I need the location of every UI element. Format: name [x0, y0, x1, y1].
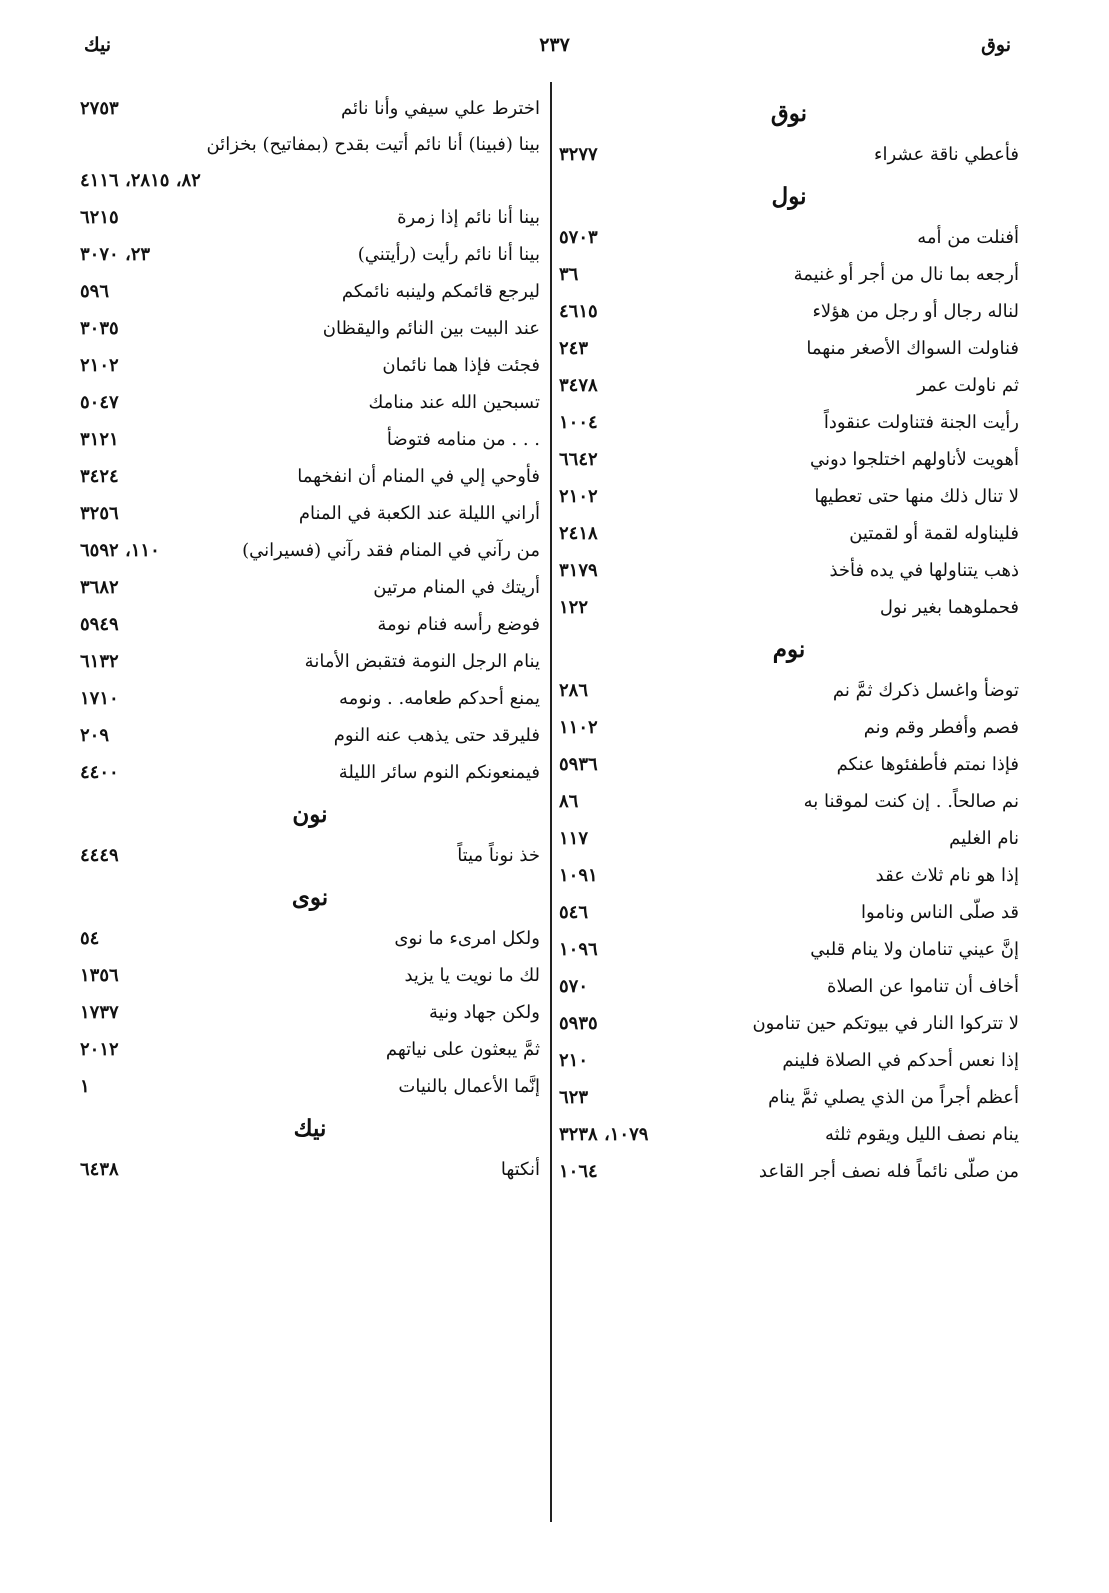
entry-text: توضأ واغسل ذكرك ثمَّ نم	[832, 680, 1019, 701]
entry-hadith-number: ٢٤٣	[559, 338, 589, 359]
index-entry	[559, 968, 1019, 1005]
index-entry	[559, 820, 1019, 857]
index-entry	[80, 606, 540, 643]
entry-hadith-number: ٥٠٤٧	[80, 392, 119, 413]
entry-hadith-number: ٢٨٦	[559, 680, 589, 701]
index-entry	[80, 421, 540, 458]
entry-text: فليرقد حتى يذهب عنه النوم	[333, 725, 540, 746]
entry-text: خذ نوناً ميتاً	[457, 845, 540, 866]
entry-hadith-number: ٨٦	[559, 791, 579, 812]
entry-text: ينام نصف الليل ويقوم ثلثه	[824, 1124, 1019, 1145]
entry-hadith-number: ١٠٩٦	[559, 939, 598, 960]
index-entry	[80, 754, 540, 791]
index-entry	[559, 857, 1019, 894]
entry-text: أعظم أجراً من الذي يصلي ثمَّ ينام	[768, 1087, 1019, 1108]
index-entry	[559, 746, 1019, 783]
entry-text: بينا (فبينا) أنا نائم أتيت بقدح (بمفاتيح) بخزائن	[206, 134, 540, 155]
right-column	[559, 90, 1019, 1190]
left-column	[80, 90, 540, 1188]
index-entry	[80, 569, 540, 606]
entry-hadith-number: ٣١٧٩	[559, 560, 598, 581]
index-entry	[80, 495, 540, 532]
entry-hadith-number: ٨٢، ٢٨١٥، ٤١١٦	[80, 170, 201, 191]
entry-text: أهويت لأناولهم اختلجوا دوني	[809, 449, 1019, 470]
index-entry	[80, 1068, 540, 1105]
entry-text: أفنلت من أمه	[917, 227, 1019, 248]
entry-hadith-number: ٣٢٧٧	[559, 144, 598, 165]
entry-text: فأعطي ناقة عشراء	[874, 144, 1019, 165]
entry-hadith-number: ١٠٩١	[559, 865, 598, 886]
index-entry	[80, 90, 540, 127]
index-entry	[559, 256, 1019, 293]
index-entry	[80, 717, 540, 754]
entry-hadith-number: ٣٢٥٦	[80, 503, 119, 524]
entry-hadith-number: ٢٠٩	[80, 725, 110, 746]
header-left-keyword: نيك	[84, 34, 112, 56]
index-entry	[559, 515, 1019, 552]
entry-hadith-number: ٥٧٠٣	[559, 227, 598, 248]
index-entry	[559, 367, 1019, 404]
entry-text: عند البيت بين النائم واليقظان	[322, 318, 540, 339]
section-heading: نوق	[770, 100, 808, 127]
index-entry	[559, 709, 1019, 746]
entry-hadith-number: ١١٠، ٦٥٩٢	[80, 540, 160, 561]
entry-text: أنكتها	[500, 1159, 540, 1180]
entry-text: إذا هو نام ثلاث عقد	[875, 865, 1019, 886]
entry-text: لا تتركوا النار في بيوتكم حين تنامون	[752, 1013, 1019, 1034]
section-heading: نوم	[772, 636, 806, 663]
index-entry	[80, 532, 540, 569]
entry-text: ليرجع قائمكم ولينبه نائمكم	[341, 281, 540, 302]
entry-text: اخترط علي سيفي وأنا نائم	[340, 98, 540, 119]
entry-text: أريتك في المنام مرتين	[373, 577, 540, 598]
entry-text: لك ما نويت يا يزيد	[404, 965, 540, 986]
index-entry	[559, 219, 1019, 256]
index-entry	[559, 1116, 1019, 1153]
entry-text: لناله رجال أو رجل من هؤلاء	[812, 301, 1019, 322]
section-heading: نيك	[293, 1115, 327, 1142]
entry-hadith-number: ٤٤٠٠	[80, 762, 119, 783]
entry-text: فليناوله لقمة أو لقمتين	[849, 523, 1019, 544]
entry-text: ذهب يتناولها في يده فأخذ	[829, 560, 1019, 581]
header-right-keyword: نوق	[981, 34, 1011, 56]
entry-text: نام الغليم	[949, 828, 1019, 849]
entry-text: فصم وأفطر وقم ونم	[863, 717, 1019, 738]
entry-hadith-number: ٢٤١٨	[559, 523, 598, 544]
entry-hadith-number: ٥٩٤٩	[80, 614, 119, 635]
entry-text: ولكن جهاد ونية	[429, 1002, 540, 1023]
entry-hadith-number: ٦١٣٢	[80, 651, 119, 672]
entry-hadith-number: ١٣٥٦	[80, 965, 119, 986]
index-entry	[80, 957, 540, 994]
index-entry	[80, 680, 540, 717]
entry-hadith-number: ٣٤٧٨	[559, 375, 598, 396]
entry-text: فناولت السواك الأصغر منهما	[806, 338, 1019, 359]
index-entry	[559, 931, 1019, 968]
entry-hadith-number: ١٧٣٧	[80, 1002, 119, 1023]
index-entry	[80, 458, 540, 495]
index-entry	[559, 1079, 1019, 1116]
entry-hadith-number: ١	[80, 1076, 90, 1097]
entry-hadith-number: ١٠٠٤	[559, 412, 598, 433]
entry-text: يمنع أحدكم طعامه. . ونومه	[339, 688, 540, 709]
entry-hadith-number: ٢١٠٢	[80, 355, 119, 376]
index-entry	[559, 441, 1019, 478]
index-entry	[80, 994, 540, 1031]
index-entry	[80, 1031, 540, 1068]
index-entry	[80, 273, 540, 310]
index-entry	[559, 136, 1019, 173]
index-entry	[80, 1151, 540, 1188]
entry-hadith-number: ٢٧٥٣	[80, 98, 119, 119]
index-entry	[80, 310, 540, 347]
entry-text: من رآني في المنام فقد رآني (فسيراني)	[242, 540, 540, 561]
entry-hadith-number: ٣٦	[559, 264, 579, 285]
entry-text: ثم ناولت عمر	[917, 375, 1019, 396]
entry-hadith-number: ١٠٦٤	[559, 1161, 598, 1182]
index-entry	[559, 1005, 1019, 1042]
entry-hadith-number: ٣١٢١	[80, 429, 119, 450]
page-number: ٢٣٧	[539, 34, 570, 56]
entry-text: لا تنال ذلك منها حتى تعطيها	[814, 486, 1019, 507]
entry-hadith-number: ٢١٠٢	[559, 486, 598, 507]
entry-hadith-number: ٥٤	[80, 928, 100, 949]
column-divider	[550, 82, 552, 1522]
entry-hadith-number: ٥٧٠	[559, 976, 589, 997]
entry-text: فوضع رأسه فنام نومة	[377, 614, 540, 635]
entry-text: أرجعه بما نال من أجر أو غنيمة	[793, 264, 1019, 285]
entry-hadith-number: ١٢٢	[559, 597, 589, 618]
entry-hadith-number: ٦٢١٥	[80, 207, 119, 228]
index-entry	[559, 478, 1019, 515]
entry-text: قد صلّى الناس وناموا	[861, 902, 1019, 923]
entry-text: إنَّما الأعمال بالنيات	[398, 1076, 540, 1097]
entry-hadith-number: ٥٩٣٥	[559, 1013, 598, 1034]
entry-hadith-number: ٢١٠	[559, 1050, 589, 1071]
index-entry	[559, 404, 1019, 441]
index-entry	[559, 894, 1019, 931]
entry-hadith-number: ٢٣، ٣٠٧٠	[80, 244, 151, 265]
entry-text: أخاف أن تناموا عن الصلاة	[827, 976, 1019, 997]
section-heading: نول	[771, 183, 807, 210]
entry-text: فيمنعونكم النوم سائر الليلة	[338, 762, 540, 783]
index-entry	[80, 837, 540, 874]
entry-hadith-number: ١١٧	[559, 828, 589, 849]
entry-hadith-number: ٦٢٣	[559, 1087, 589, 1108]
entry-text: رأيت الجنة فتناولت عنقوداً	[823, 412, 1019, 433]
index-entry	[80, 199, 540, 236]
entry-hadith-number: ٦٤٣٨	[80, 1159, 119, 1180]
section-heading: نون	[292, 801, 328, 828]
entry-hadith-number: ٣٤٢٤	[80, 466, 119, 487]
entry-hadith-number: ٣٠٣٥	[80, 318, 119, 339]
index-entry	[559, 330, 1019, 367]
index-entry	[80, 920, 540, 957]
entry-hadith-number: ٤٦١٥	[559, 301, 598, 322]
entry-hadith-number: ١٧١٠	[80, 688, 119, 709]
index-entry	[559, 589, 1019, 626]
entry-text: ثمَّ يبعثون على نياتهم	[385, 1039, 540, 1060]
entry-hadith-number: ١٠٧٩، ٣٢٣٨	[559, 1124, 649, 1145]
entry-hadith-number: ١١٠٢	[559, 717, 598, 738]
entry-text: بينا أنا نائم إذا زمرة	[397, 207, 540, 228]
entry-text: إذا نعس أحدكم في الصلاة فلينم	[782, 1050, 1019, 1071]
index-entry	[80, 236, 540, 273]
entry-text: إنَّ عيني تنامان ولا ينام قلبي	[810, 939, 1019, 960]
index-entry	[80, 643, 540, 680]
index-entry	[559, 1042, 1019, 1079]
index-entry	[559, 293, 1019, 330]
index-entry	[80, 384, 540, 421]
entry-text: ينام الرجل النومة فتقبض الأمانة	[304, 651, 540, 672]
entry-text: فأوحي إلي في المنام أن انفخهما	[297, 466, 540, 487]
entry-text: . . . من منامه فتوضأ	[386, 429, 540, 450]
entry-hadith-number: ٢٠١٢	[80, 1039, 119, 1060]
entry-text: بينا أنا نائم رأيت (رأيتني)	[357, 244, 540, 265]
entry-text: فجئت فإذا هما نائمان	[382, 355, 540, 376]
entry-hadith-number: ٥٩٦	[80, 281, 110, 302]
entry-text: فحملوهما بغير نول	[879, 597, 1019, 618]
index-entry	[559, 1153, 1019, 1190]
entry-hadith-number: ٥٩٣٦	[559, 754, 598, 775]
entry-text: تسبحين الله عند منامك	[368, 392, 540, 413]
entry-text: نم صالحاً. . إن كنت لموقنا به	[803, 791, 1019, 812]
index-entry	[80, 347, 540, 384]
index-entry	[559, 783, 1019, 820]
entry-text: من صلّى نائماً فله نصف أجر القاعد	[758, 1161, 1019, 1182]
entry-hadith-number: ٤٤٤٩	[80, 845, 119, 866]
index-entry	[559, 672, 1019, 709]
section-heading: نوى	[291, 884, 329, 911]
entry-hadith-number: ٦٦٤٢	[559, 449, 598, 470]
index-entry	[80, 127, 540, 199]
entry-text: ولكل امرىء ما نوى	[394, 928, 540, 949]
index-entry	[559, 552, 1019, 589]
entry-text: فإذا نمتم فأطفئوها عنكم	[836, 754, 1019, 775]
entry-hadith-number: ٣٦٨٢	[80, 577, 119, 598]
entry-hadith-number: ٥٤٦	[559, 902, 589, 923]
entry-text: أراني الليلة عند الكعبة في المنام	[298, 503, 540, 524]
